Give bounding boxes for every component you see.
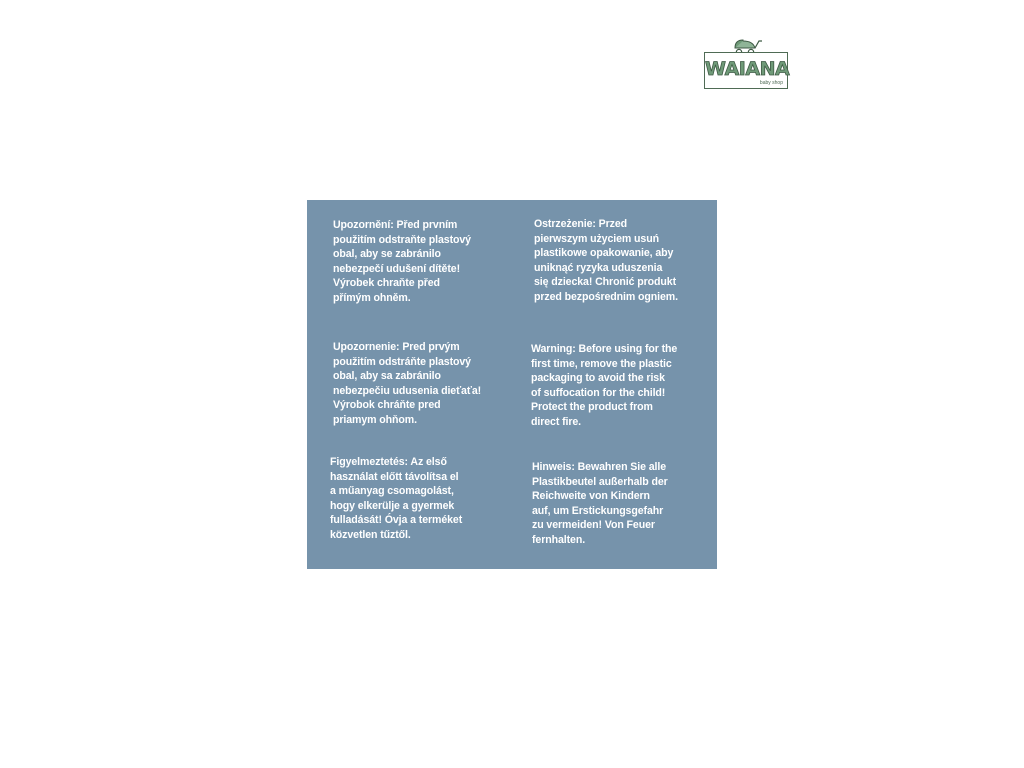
logo-frame xyxy=(704,52,788,89)
logo-wordmark: WAIANA xyxy=(705,58,790,80)
warning-text-czech: Upozornění: Před prvním použitím odstraňte plastový obal, aby se zabránilo nebezpečí udušení dítěte! Výrobek chraňte před přímým ohněm. xyxy=(333,219,471,304)
warning-text-german: Hinweis: Bewahren Sie alle Plastikbeutel außerhalb der Reichweite von Kindern auf, um Erstickungsgefahr zu vermeiden! Von Feuer fernhalten. xyxy=(532,461,668,546)
waiana-logo xyxy=(704,38,790,92)
warning-text-english: Warning: Before using for the first time, remove the plastic packaging to avoid the risk of suffocation for the child! Protect the product from direct fire. xyxy=(531,343,678,428)
safety-warning-panel xyxy=(307,200,717,569)
logo-tagline: baby shop xyxy=(759,80,783,86)
warning-text-hungarian: Figyelmeztetés: Az első használat előtt távolítsa el a műanyag csomagolást, hogy elkerülje a gyermek fulladását! Óvja a terméket közvetlen tűztől. xyxy=(330,456,463,541)
warning-text-polish: Ostrzeżenie: Przed pierwszym użyciem usuń plastikowe opakowanie, aby uniknąć ryzyka uduszenia się dziecka! Chronić produkt przed bezpośrednim ogniem. xyxy=(534,218,678,303)
warning-text-slovak: Upozornenie: Pred prvým použitím odstráňte plastový obal, aby sa zabránilo nebezpečiu udusenia dieťaťa! Výrobok chráňte pred priamym ohňom. xyxy=(333,341,482,426)
